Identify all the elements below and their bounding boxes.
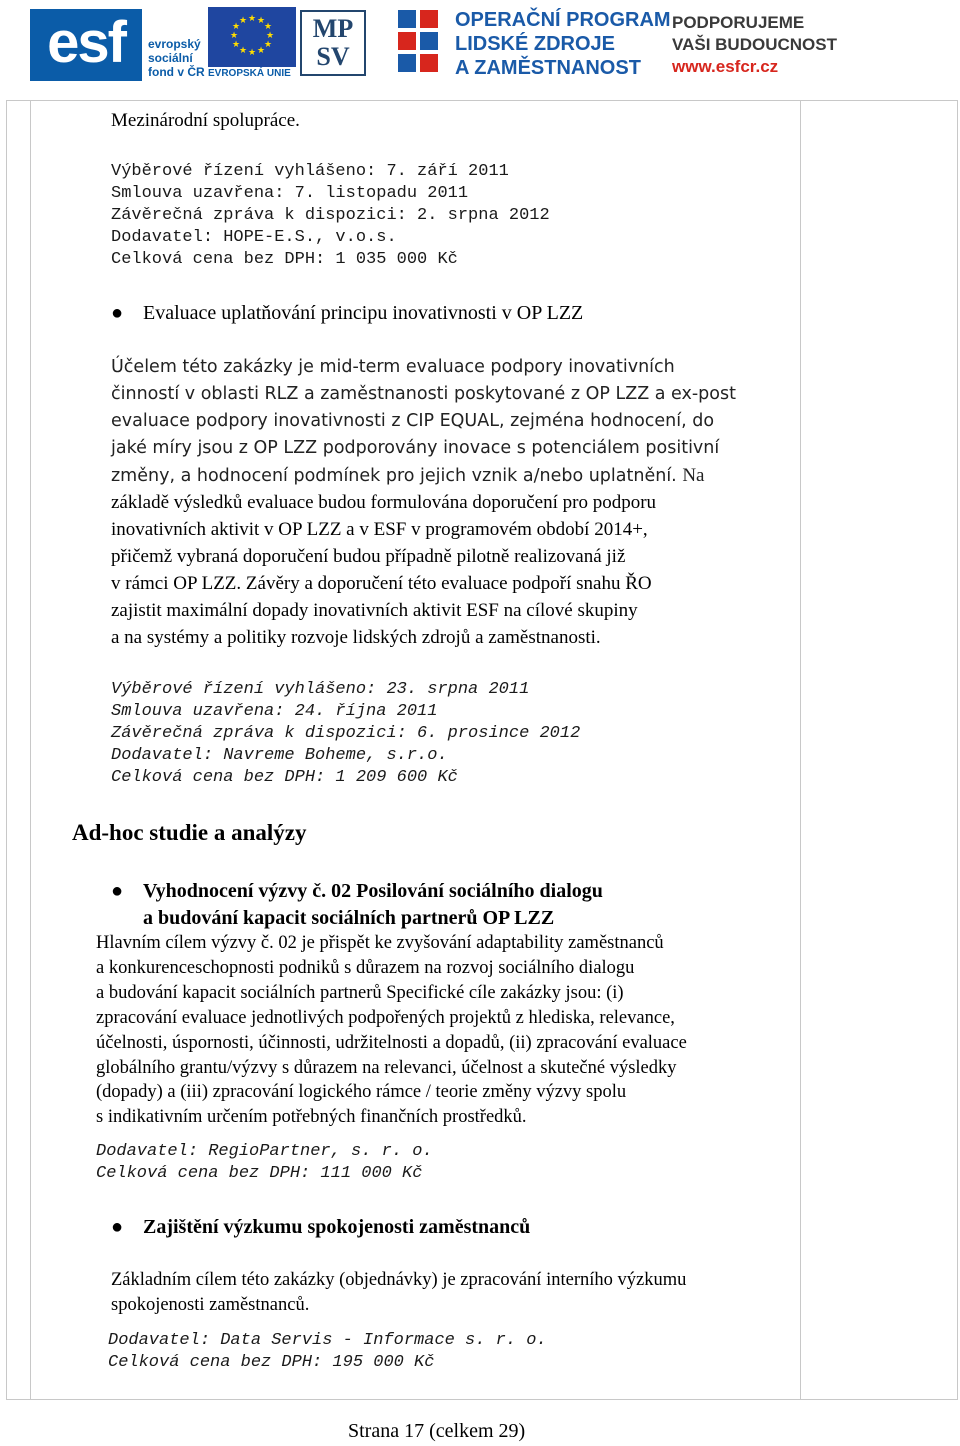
- svg-text:★: ★: [265, 31, 275, 41]
- svg-text:★: ★: [238, 16, 248, 26]
- meta-line: Dodavatel: HOPE-E.S., v.o.s.: [111, 228, 397, 247]
- mpsv-logo: MP SV: [300, 10, 366, 76]
- meta-line: Smlouva uzavřena: 7. listopadu 2011: [111, 184, 469, 203]
- section1-meta: [111, 161, 550, 271]
- esf-logo: [30, 7, 291, 81]
- section2-meta: [111, 679, 580, 789]
- meta-line: Závěrečná zpráva k dispozici: 2. srpna 2012: [111, 206, 550, 225]
- item2-body: Základním cílem této zakázky (objednávky) je zpracování interního výzkumu spokojenosti zaměstnanců.: [111, 1270, 687, 1315]
- section3-heading: Ad-hoc studie a analýzy: [72, 820, 307, 845]
- meta-line: Celková cena bez DPH: 1 209 600 Kč: [111, 768, 458, 787]
- svg-text:★: ★: [263, 22, 273, 32]
- svg-text:★: ★: [256, 46, 266, 56]
- svg-text:★: ★: [256, 16, 266, 26]
- op-lzz-logo-icon: [396, 8, 442, 78]
- svg-text:★: ★: [229, 31, 239, 41]
- meta-line: Smlouva uzavřena: 24. října 2011: [111, 702, 438, 721]
- op-lzz-title: OPERAČNÍ PROGRAM LIDSKÉ ZDROJE A ZAMĚSTNANOST: [455, 9, 671, 79]
- section2-purpose: Účelem této zakázky je mid-term evaluace podpory inovativních činností v oblasti RLZ a zaměstnanosti poskytované z OP LZZ a ex-post evaluace podpory inovativnosti z CIP EQUAL, zejména hodnocení, do jaké míry jsou z OP LZZ podporovány inovace s potenciálem positivní změny, a hodnocení podmínek pro jejich vznik a/nebo uplatnění. Na: [111, 357, 736, 486]
- support-slogan: PODPORUJEME VAŠI BUDOUCNOST www.esfcr.cz: [672, 13, 837, 76]
- meta-line: Celková cena bez DPH: 195 000 Kč: [108, 1353, 435, 1372]
- svg-text:★: ★: [231, 22, 241, 32]
- meta-line: Výběrové řízení vyhlášeno: 7. září 2011: [111, 162, 509, 181]
- item1-body: Hlavním cílem výzvy č. 02 je přispět ke zvyšování adaptability zaměstnanců a konkurenceschopnosti podniků s důrazem na rozvoj sociálního dialogu a budování kapacit sociálních partnerů Specifické cíle zakázky jsou: (i) zpracování evaluace jednotlivých podpořených projektů z hlediska, relevance, účelnosti, úspornosti, účinnosti, udržitelnosti a dopadů, (ii) zpracování evaluace globálního grantu/výzvy s důrazem na relevanci, účelnost a skutečné výsledky (dopady) a (iii) zpracování logického rámce / teorie změny výzvy spolu s indikativním určením potřebných finančních prostředků.: [96, 933, 687, 1128]
- svg-text:★: ★: [247, 48, 257, 58]
- meta-line: Dodavatel: RegioPartner, s. r. o.: [96, 1142, 433, 1161]
- meta-line: Dodavatel: Data Servis - Informace s. r. o.: [108, 1331, 547, 1350]
- section2-results: základě výsledků evaluace budou formulována doporučení pro podporu inovativních aktivit v OP LZZ a v ESF v programovém období 2014+, přičemž vybraná doporučení budou případně pilotně realizovaná již v rámci OP LZZ. Závěry a doporučení této evaluace podpoří snahu ŘO zajistit maximální dopady inovativních aktivit ESF na cílové skupiny a na systémy a politiky rozvoje lidských zdrojů a zaměstnanosti.: [111, 492, 657, 648]
- bullet-icon: ●: [111, 880, 124, 902]
- meta-line: Výběrové řízení vyhlášeno: 23. srpna 2011: [111, 680, 530, 699]
- bullet-icon: ●: [111, 1216, 124, 1238]
- item1-meta: [96, 1141, 433, 1185]
- section1-tail-text: Mezinárodní spolupráce.: [111, 110, 300, 131]
- meta-line: Celková cena bez DPH: 111 000 Kč: [96, 1164, 423, 1183]
- eu-label: EVROPSKÁ UNIE: [208, 68, 291, 79]
- item2-meta: [108, 1330, 547, 1374]
- section2-title: Evaluace uplatňování principu inovativnosti v OP LZZ: [143, 302, 584, 324]
- bullet-item: [111, 300, 123, 326]
- page-number: Strana 17 (celkem 29): [348, 1420, 526, 1442]
- esf-subtitle: evropský sociální fond v ČR: [148, 37, 205, 79]
- meta-line: Celková cena bez DPH: 1 035 000 Kč: [111, 250, 458, 269]
- svg-text:★: ★: [231, 40, 241, 50]
- svg-text:★: ★: [247, 14, 257, 24]
- eu-flag-icon: [208, 7, 296, 67]
- meta-line: Závěrečná zpráva k dispozici: 6. prosince 2012: [111, 724, 581, 743]
- left-margin-line: [30, 100, 31, 1400]
- esf-wordmark: esf: [30, 9, 142, 81]
- svg-text:★: ★: [238, 46, 248, 56]
- right-margin-line: [800, 100, 801, 1400]
- support-web-link[interactable]: www.esfcr.cz: [672, 57, 779, 76]
- bullet-icon: ●: [111, 302, 124, 324]
- item1-title: Vyhodnocení výzvy č. 02 Posilování sociálního dialogu a budování kapacit sociálních partnerů OP LZZ: [143, 880, 603, 929]
- item2-title: Zajištění výzkumu spokojenosti zaměstnanců: [143, 1216, 531, 1238]
- meta-line: Dodavatel: Navreme Boheme, s.r.o.: [111, 746, 448, 765]
- svg-text:★: ★: [263, 40, 273, 50]
